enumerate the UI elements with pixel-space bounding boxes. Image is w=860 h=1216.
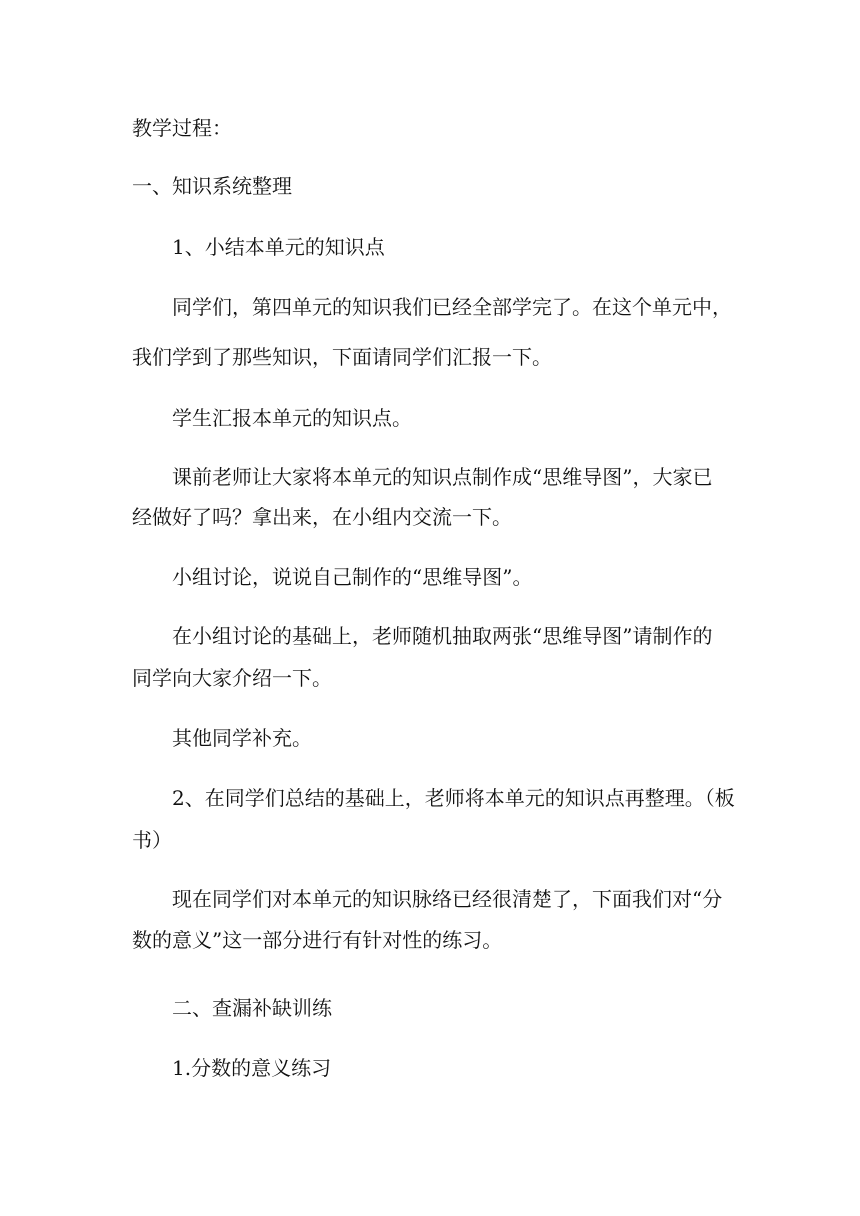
paragraph-line: 同学向大家介绍一下。 [132,666,332,690]
paragraph-line: 同学们，第四单元的知识我们已经全部学完了。在这个单元中， [172,295,732,319]
paragraph-line: 书） [132,828,172,852]
paragraph-line: 在小组讨论的基础上，老师随机抽取两张“思维导图”请制作的 [172,624,713,648]
paragraph-line: 学生汇报本单元的知识点。 [172,406,412,430]
section-heading-2: 二、查漏补缺训练 [172,996,332,1020]
paragraph-line: 课前老师让大家将本单元的知识点制作成“思维导图”，大家已 [172,465,713,489]
paragraph-line: 现在同学们对本单元的知识脉络已经很清楚了，下面我们对“分 [172,887,723,911]
paragraph-line: 2、在同学们总结的基础上，老师将本单元的知识点再整理。（板 [172,786,735,810]
heading-teaching-process: 教学过程： [132,116,232,140]
subsection-heading-2: 1.分数的意义练习 [172,1056,332,1080]
paragraph-line: 经做好了吗？拿出来，在小组内交流一下。 [132,505,512,529]
paragraph-line: 我们学到了那些知识，下面请同学们汇报一下。 [132,345,552,369]
subsection-heading-1: 1、小结本单元的知识点 [172,235,385,259]
paragraph-line: 其他同学补充。 [172,726,312,750]
paragraph-line: 小组讨论，说说自己制作的“思维导图”。 [172,565,533,589]
section-heading-1: 一、知识系统整理 [132,174,292,198]
paragraph-line: 数的意义”这一部分进行有针对性的练习。 [132,928,503,952]
